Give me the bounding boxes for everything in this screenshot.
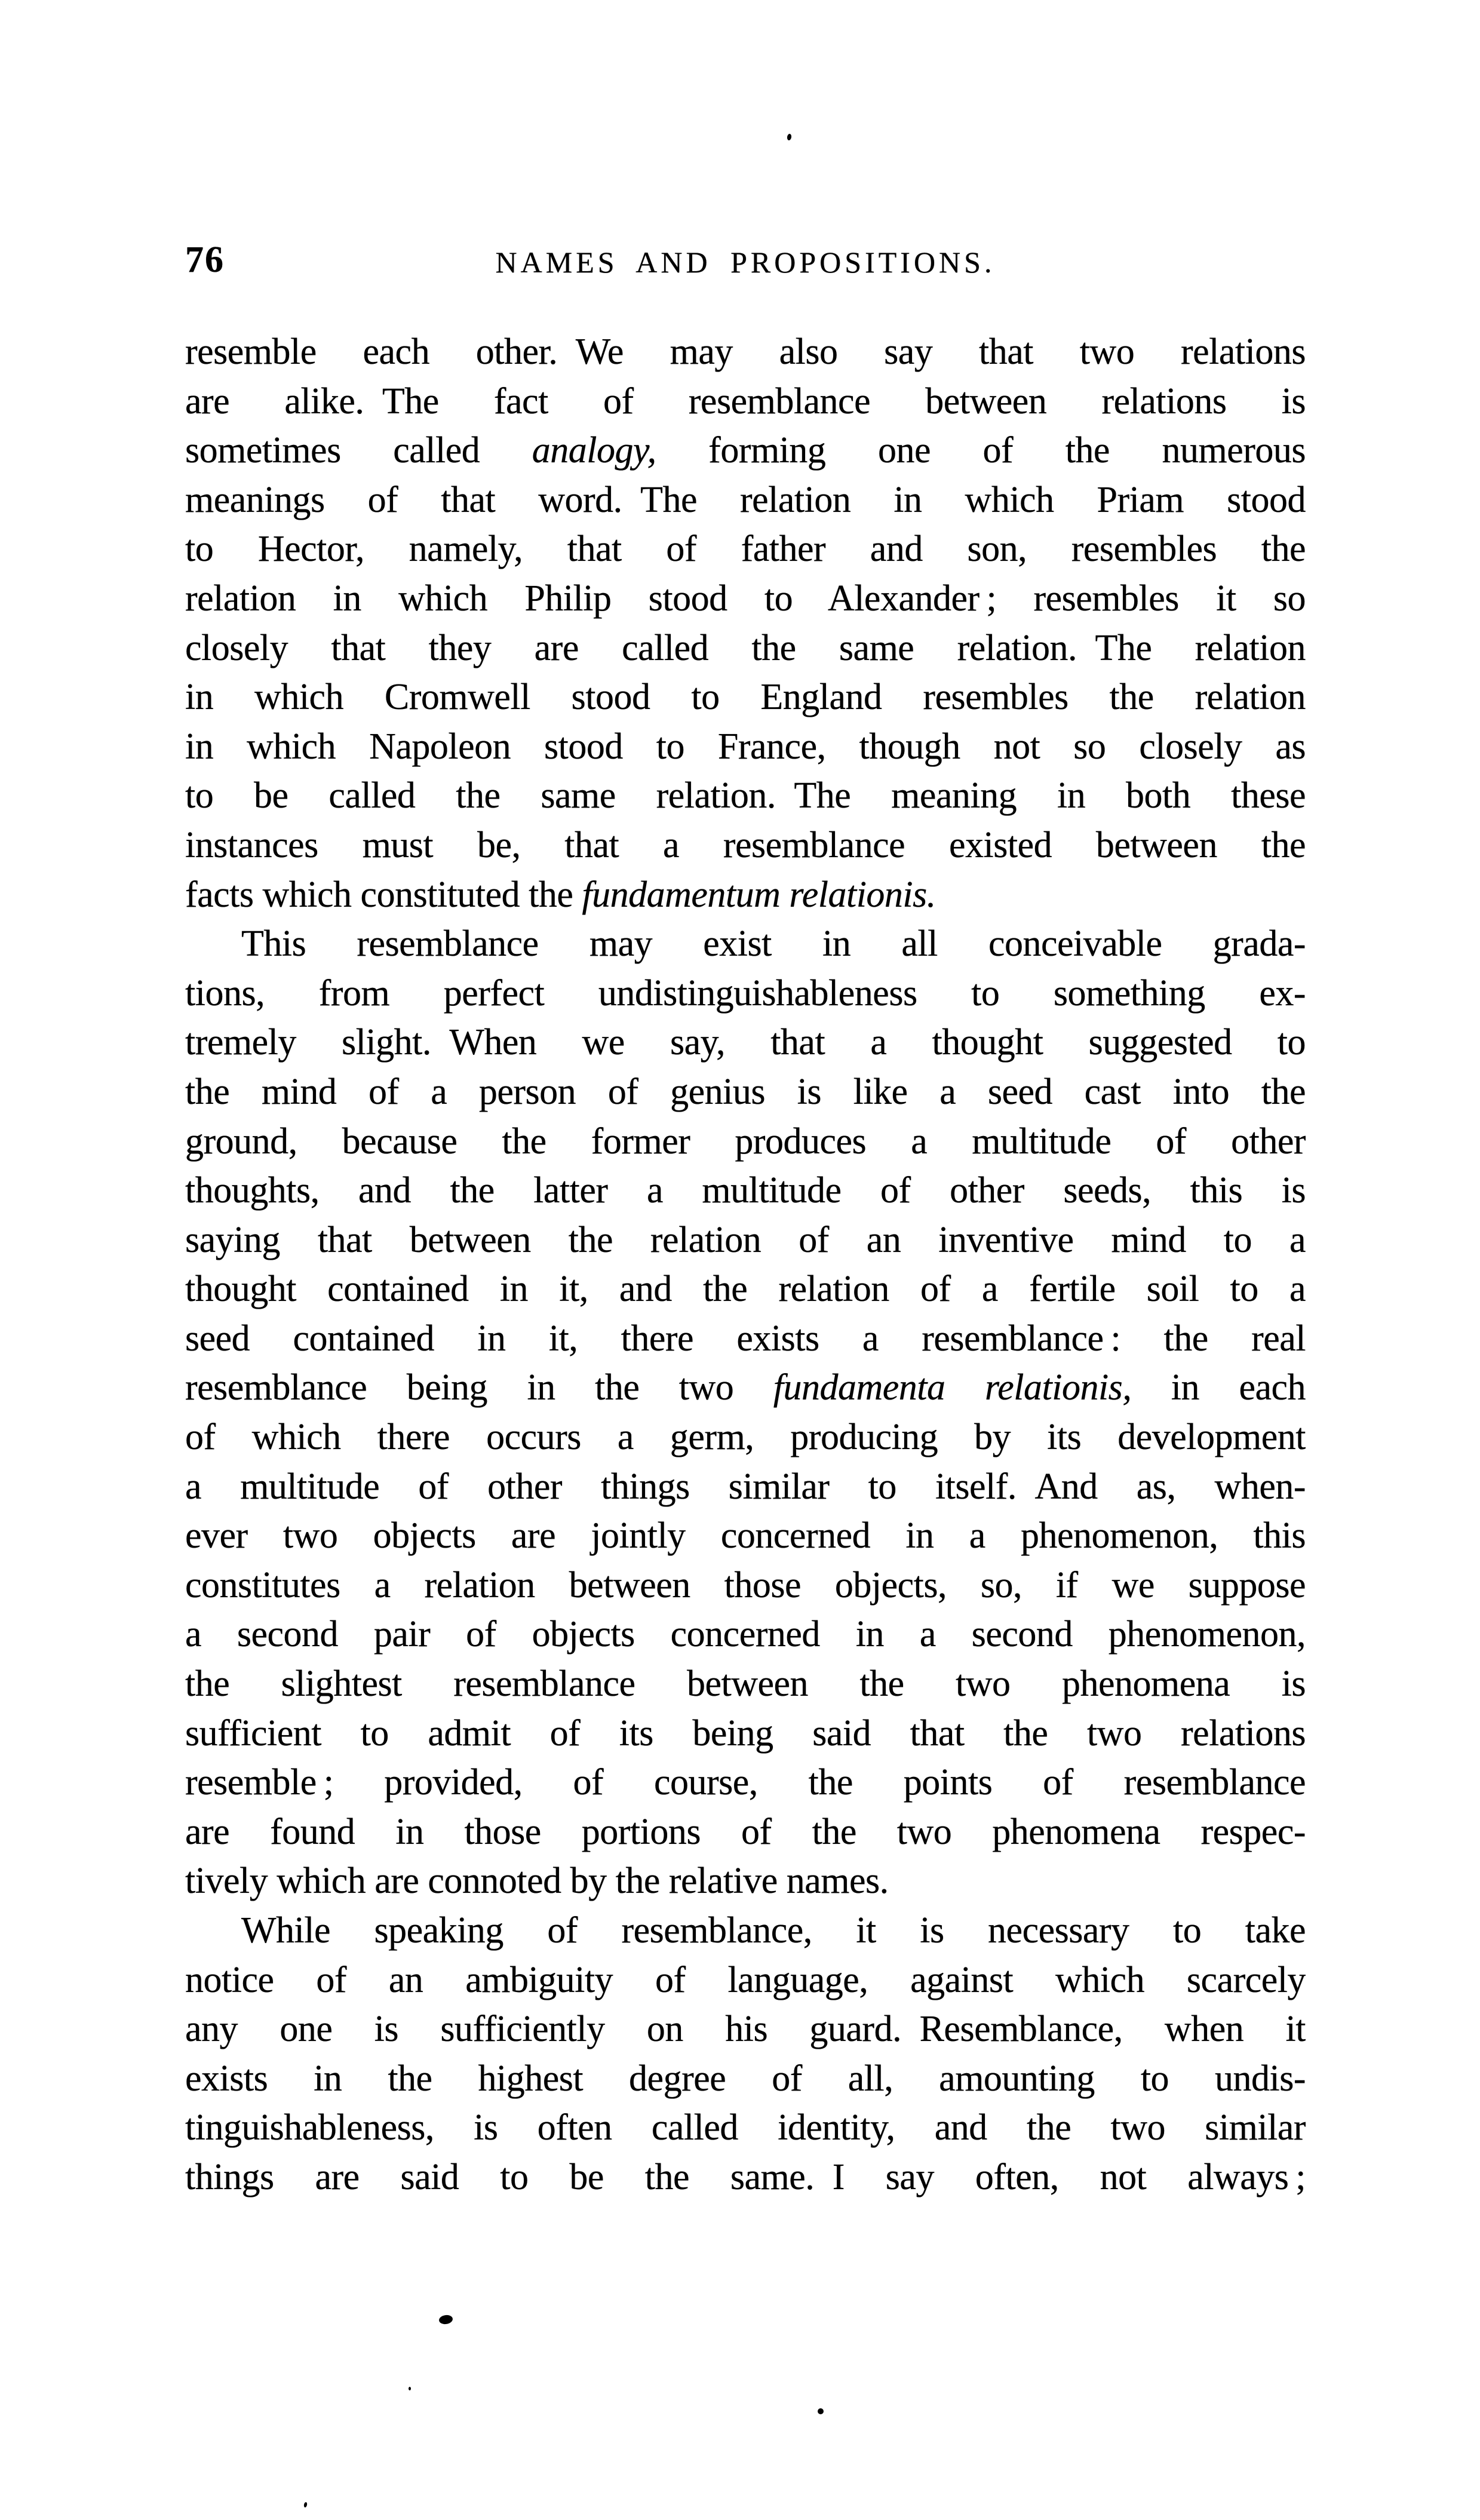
text-run: of which there occurs a germ, producing by its development bbox=[185, 1417, 1306, 1458]
text-run: facts which constituted the bbox=[185, 874, 582, 915]
ink-dot-below-text bbox=[438, 2314, 453, 2325]
text-run: resemblance being in the two bbox=[185, 1367, 773, 1408]
text-run: tively which are connoted by the relative names. bbox=[185, 1861, 889, 1902]
text-line-22 bbox=[185, 1363, 1306, 1413]
text-line-16 bbox=[185, 1067, 1306, 1117]
text-line-21 bbox=[185, 1314, 1306, 1364]
text-line-29 bbox=[185, 1709, 1306, 1758]
text-line-38 bbox=[185, 2153, 1306, 2202]
ink-speck-top bbox=[787, 133, 792, 140]
text-line-19 bbox=[185, 1216, 1306, 1265]
ink-speck-bottom-left bbox=[303, 2502, 308, 2508]
text-run: constitutes a relation between those objects, so, if we suppose bbox=[185, 1564, 1306, 1606]
text-line-10 bbox=[185, 771, 1306, 821]
text-line-1 bbox=[185, 327, 1306, 377]
text-run: instances must be, that a resemblance existed between the bbox=[185, 824, 1306, 865]
text-run: thought contained in it, and the relation of a fertile soil to a bbox=[185, 1269, 1306, 1310]
text-run: the slightest resemblance between the two phenomena is bbox=[185, 1663, 1306, 1705]
text-line-35 bbox=[185, 2005, 1306, 2054]
text-run: meanings of that word. The relation in which Priam stood bbox=[185, 479, 1306, 520]
text-line-33 bbox=[185, 1906, 1306, 1956]
text-line-7 bbox=[185, 624, 1306, 673]
text-line-26 bbox=[185, 1561, 1306, 1610]
text-line-24 bbox=[185, 1462, 1306, 1512]
text-run: a multitude of other things similar to itself. And as, when- bbox=[185, 1466, 1306, 1507]
text-line-25 bbox=[185, 1511, 1306, 1561]
text-run: relation in which Philip stood to Alexander ; resembles it so bbox=[185, 578, 1306, 619]
text-line-3 bbox=[185, 426, 1306, 475]
text-line-12 bbox=[185, 870, 1306, 920]
text-run: to be called the same relation. The meaning in both these bbox=[185, 775, 1306, 817]
text-run: the mind of a person of genius is like a seed cast into the bbox=[185, 1071, 1306, 1112]
text-run: things are said to be the same. I say often, not always ; bbox=[185, 2156, 1306, 2197]
text-run: tinguishableness, is often called identity, and the two similar bbox=[185, 2107, 1306, 2148]
text-line-13 bbox=[185, 919, 1306, 969]
running-header: NAMES AND PROPOSITIONS. bbox=[495, 245, 996, 279]
text-line-4 bbox=[185, 475, 1306, 525]
text-line-32 bbox=[185, 1856, 1306, 1906]
text-line-37 bbox=[185, 2103, 1306, 2153]
italic-text-run: analogy, bbox=[532, 430, 656, 471]
ink-dot-bottom-center bbox=[818, 2408, 824, 2414]
body-text bbox=[185, 327, 1306, 2202]
text-line-15 bbox=[185, 1018, 1306, 1067]
page-masthead bbox=[185, 238, 1306, 291]
text-run: seed contained in it, there exists a resemblance : the real bbox=[185, 1318, 1306, 1359]
text-run: exists in the highest degree of all, amounting to undis- bbox=[185, 2058, 1306, 2099]
ink-speck-small bbox=[409, 2387, 411, 2390]
text-run: are found in those portions of the two phenomena respec- bbox=[185, 1811, 1306, 1852]
page-number: 76 bbox=[185, 240, 225, 280]
text-line-11 bbox=[185, 821, 1306, 870]
text-run: in which Cromwell stood to England resembles the relation bbox=[185, 677, 1306, 718]
text-run: thoughts, and the latter a multitude of other seeds, this is bbox=[185, 1170, 1306, 1211]
text-line-6 bbox=[185, 574, 1306, 624]
text-run: resemble ; provided, of course, the points of resemblance bbox=[185, 1762, 1306, 1803]
text-line-9 bbox=[185, 722, 1306, 772]
text-run: tions, from perfect undistinguishableness to something ex- bbox=[185, 972, 1306, 1014]
text-line-18 bbox=[185, 1166, 1306, 1216]
text-run: ever two objects are jointly concerned in a phenomenon, this bbox=[185, 1515, 1306, 1557]
text-run: saying that between the relation of an inventive mind to a bbox=[185, 1219, 1306, 1260]
text-run: notice of an ambiguity of language, against which scarcely bbox=[185, 1959, 1306, 2000]
text-line-36 bbox=[185, 2054, 1306, 2104]
text-line-2 bbox=[185, 377, 1306, 426]
text-line-17 bbox=[185, 1117, 1306, 1167]
text-line-30 bbox=[185, 1758, 1306, 1807]
text-line-34 bbox=[185, 1956, 1306, 2005]
text-run: tremely slight. When we say, that a thought suggested to bbox=[185, 1022, 1306, 1063]
text-line-5 bbox=[185, 524, 1306, 574]
text-run: closely that they are called the same relation. The relation bbox=[185, 627, 1306, 668]
text-line-28 bbox=[185, 1659, 1306, 1709]
text-line-27 bbox=[185, 1610, 1306, 1659]
text-line-14 bbox=[185, 969, 1306, 1018]
italic-text-run: fundamenta relationis, bbox=[773, 1367, 1132, 1408]
text-run: resemble each other. We may also say that two relations bbox=[185, 332, 1306, 372]
text-run: in each bbox=[1131, 1367, 1306, 1408]
text-run: a second pair of objects concerned in a second phenomenon, bbox=[185, 1614, 1306, 1655]
text-run: forming one of the numerous bbox=[656, 430, 1306, 471]
text-line-31 bbox=[185, 1807, 1306, 1857]
text-run: ground, because the former produces a multitude of other bbox=[185, 1121, 1306, 1162]
text-run: While speaking of resemblance, it is necessary to take bbox=[241, 1910, 1306, 1951]
text-line-8 bbox=[185, 673, 1306, 722]
text-line-20 bbox=[185, 1264, 1306, 1314]
text-run: are alike. The fact of resemblance between relations is bbox=[185, 380, 1306, 422]
text-run: any one is sufficiently on his guard. Resemblance, when it bbox=[185, 2009, 1306, 2050]
text-run: to Hector, namely, that of father and son, resembles the bbox=[185, 529, 1306, 570]
text-run: This resemblance may exist in all conceivable grada- bbox=[241, 923, 1306, 965]
text-run: sufficient to admit of its being said that the two relations bbox=[185, 1712, 1306, 1754]
text-run: sometimes called bbox=[185, 430, 532, 471]
text-line-23 bbox=[185, 1413, 1306, 1462]
italic-text-run: fundamentum relationis. bbox=[582, 874, 936, 915]
text-run: in which Napoleon stood to France, though not so closely as bbox=[185, 726, 1306, 767]
